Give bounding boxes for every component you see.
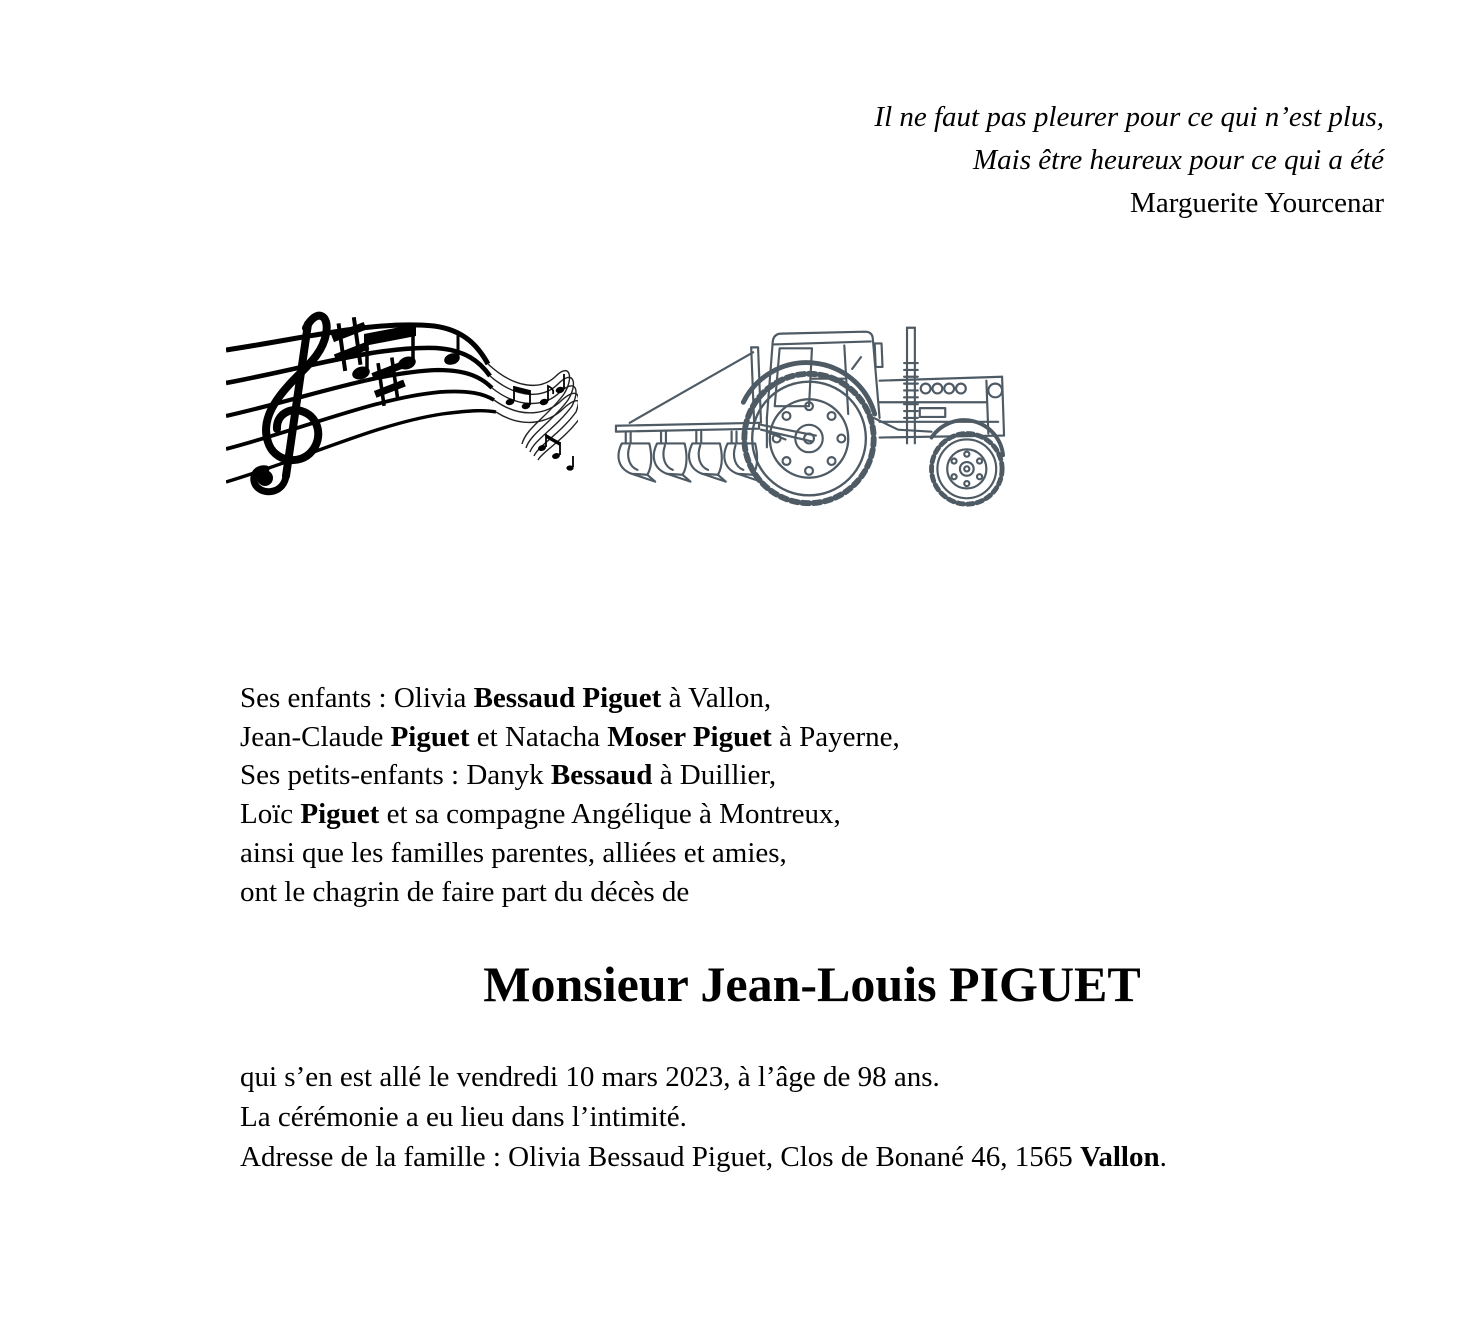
plain-text: ont le chagrin de faire part du décès de bbox=[240, 875, 690, 908]
quote-line-1: Il ne faut pas pleurer pour ce qui n’est plus, bbox=[874, 101, 1384, 133]
plain-text: . bbox=[1159, 1141, 1167, 1173]
exhaust-pipe bbox=[904, 328, 918, 444]
details-paragraph bbox=[240, 1057, 1167, 1177]
ribbon-notes-icon bbox=[505, 374, 574, 471]
plain-text: et Natacha bbox=[469, 720, 608, 753]
family-paragraph bbox=[240, 679, 900, 911]
text-line bbox=[240, 679, 900, 718]
plain-text: Loïc bbox=[240, 798, 301, 831]
plain-text: et sa compagne Angélique à Montreux, bbox=[379, 798, 841, 831]
plain-text: Ses enfants : Olivia bbox=[240, 682, 474, 714]
plain-text: à Payerne, bbox=[771, 720, 900, 753]
bold-text: Vallon bbox=[1080, 1141, 1160, 1173]
plain-text: ainsi que les familles parentes, alliées et amies, bbox=[240, 836, 787, 869]
plain-text: à Vallon, bbox=[661, 682, 772, 714]
text-line bbox=[240, 718, 900, 757]
front-wheel bbox=[932, 434, 1003, 505]
text-line bbox=[240, 1137, 1167, 1177]
plain-text: Ses petits-enfants : Danyk bbox=[240, 759, 551, 792]
text-line bbox=[240, 873, 900, 912]
text-line bbox=[240, 834, 900, 873]
deceased-name-title: Monsieur Jean-Louis PIGUET bbox=[483, 956, 1141, 1012]
music-notes-image bbox=[226, 298, 578, 512]
text-line bbox=[240, 756, 900, 795]
plain-text: qui s’en est allé le vendredi 10 mars 2023, à l’âge de 98 ans. bbox=[240, 1061, 940, 1093]
plain-text: Adresse de la famille : Olivia Bessaud Piguet, Clos de Bonané 46, 1565 bbox=[240, 1141, 1081, 1173]
tractor-plow-image bbox=[614, 318, 1006, 510]
quote-line-2: Mais être heureux pour ce qui a été bbox=[973, 144, 1384, 176]
bold-text: Piguet bbox=[390, 720, 470, 753]
plain-text: La cérémonie a eu lieu dans l’intimité. bbox=[240, 1101, 687, 1133]
bold-text: Moser Piguet bbox=[607, 720, 772, 753]
quote-attribution: Marguerite Yourcenar bbox=[1130, 187, 1384, 219]
bold-text: Bessaud Piguet bbox=[473, 682, 662, 714]
bold-text: Bessaud bbox=[550, 759, 653, 792]
text-line bbox=[240, 1097, 1167, 1137]
text-line bbox=[240, 795, 900, 834]
plain-text: à Duillier, bbox=[652, 759, 777, 792]
quote-block bbox=[874, 96, 1384, 225]
text-line bbox=[240, 1057, 1167, 1097]
plain-text: Jean-Claude bbox=[240, 720, 391, 753]
bold-text: Piguet bbox=[300, 798, 380, 831]
